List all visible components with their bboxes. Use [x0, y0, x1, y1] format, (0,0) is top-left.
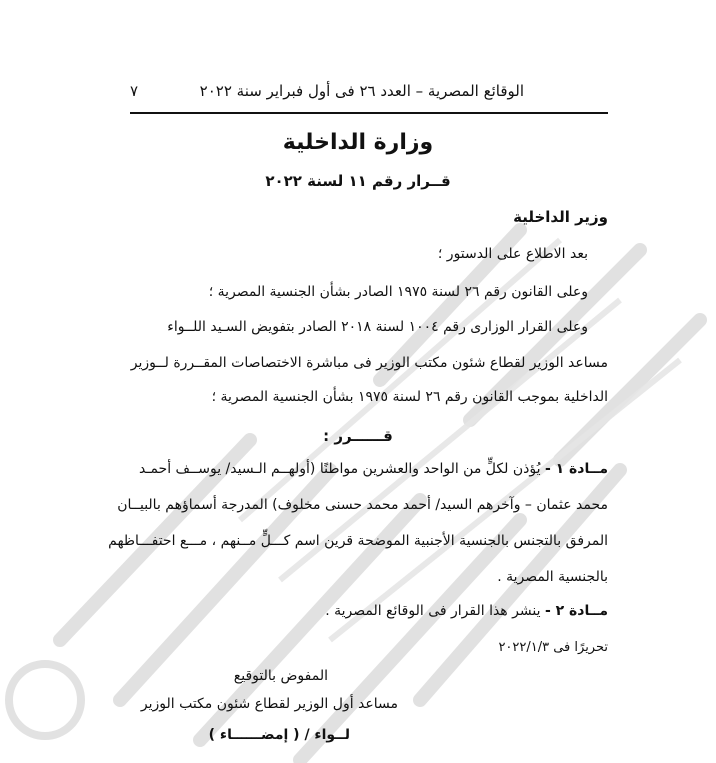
article-1-line: بالجنسية المصرية . — [497, 569, 608, 585]
gazette-header-title: الوقائع المصرية – العدد ٢٦ فى أول فبراير سنة ٢٠٢٢ — [199, 82, 524, 100]
article-2-text: ينشر هذا القرار فى الوقائع المصرية . — [325, 603, 541, 619]
article-1-label: مــادة ١ - — [544, 461, 608, 477]
issue-date: تحريرًا فى ٢٠٢٢/١/٣ — [498, 640, 608, 655]
signature-title: مساعد أول الوزير لقطاع شئون مكتب الوزير — [140, 696, 398, 712]
page-number: ٧ — [130, 82, 139, 100]
decision-title: قــرار رقم ١١ لسنة ٢٠٢٢ — [265, 172, 451, 190]
preamble-line: وعلى القرار الوزارى رقم ١٠٠٤ لسنة ٢٠١٨ الصادر بتفويض السـيد اللــواء — [167, 319, 588, 335]
preamble-line: وعلى القانون رقم ٢٦ لسنة ١٩٧٥ الصادر بشأن الجنسية المصرية ؛ — [208, 284, 588, 300]
ministry-title: وزارة الداخلية — [282, 130, 434, 155]
article-1-line: يُؤذن لكلٍّ من الواحد والعشرين مواطنًا (أولهــم الـسيد/ يوســف أحمـد — [139, 461, 541, 477]
article-2 — [325, 603, 608, 619]
minister-heading: وزير الداخلية — [513, 208, 608, 226]
article-1-line: المرفق بالتجنس بالجنسية الأجنبية الموضحة قرين اسم كـــلٍّ مــنهم ، مـــع احتفـــاظهم — [108, 533, 608, 549]
header-divider — [130, 112, 608, 114]
decides-heading: قــــــرر : — [323, 427, 393, 445]
preamble-line: مساعد الوزير لقطاع شئون مكتب الوزير فى مباشرة الاختصاصات المقــررة لــوزير — [130, 355, 608, 371]
article-1 — [139, 461, 608, 477]
preamble-line: بعد الاطلاع على الدستور ؛ — [437, 246, 588, 262]
article-1-line: محمد عثمان – وآخرهم السيد/ أحمد محمد حسنى مخلوف) المدرجة أسماؤهم بالبيــان — [117, 497, 608, 513]
article-2-label: مــادة ٢ - — [544, 603, 608, 619]
signature-name: لــواء / ( إمضــــــاء ) — [208, 727, 350, 743]
signature-authorized: المفوض بالتوقيع — [233, 668, 328, 684]
preamble-line: الداخلية بموجب القانون رقم ٢٦ لسنة ١٩٧٥ بشأن الجنسية المصرية ؛ — [211, 389, 608, 405]
